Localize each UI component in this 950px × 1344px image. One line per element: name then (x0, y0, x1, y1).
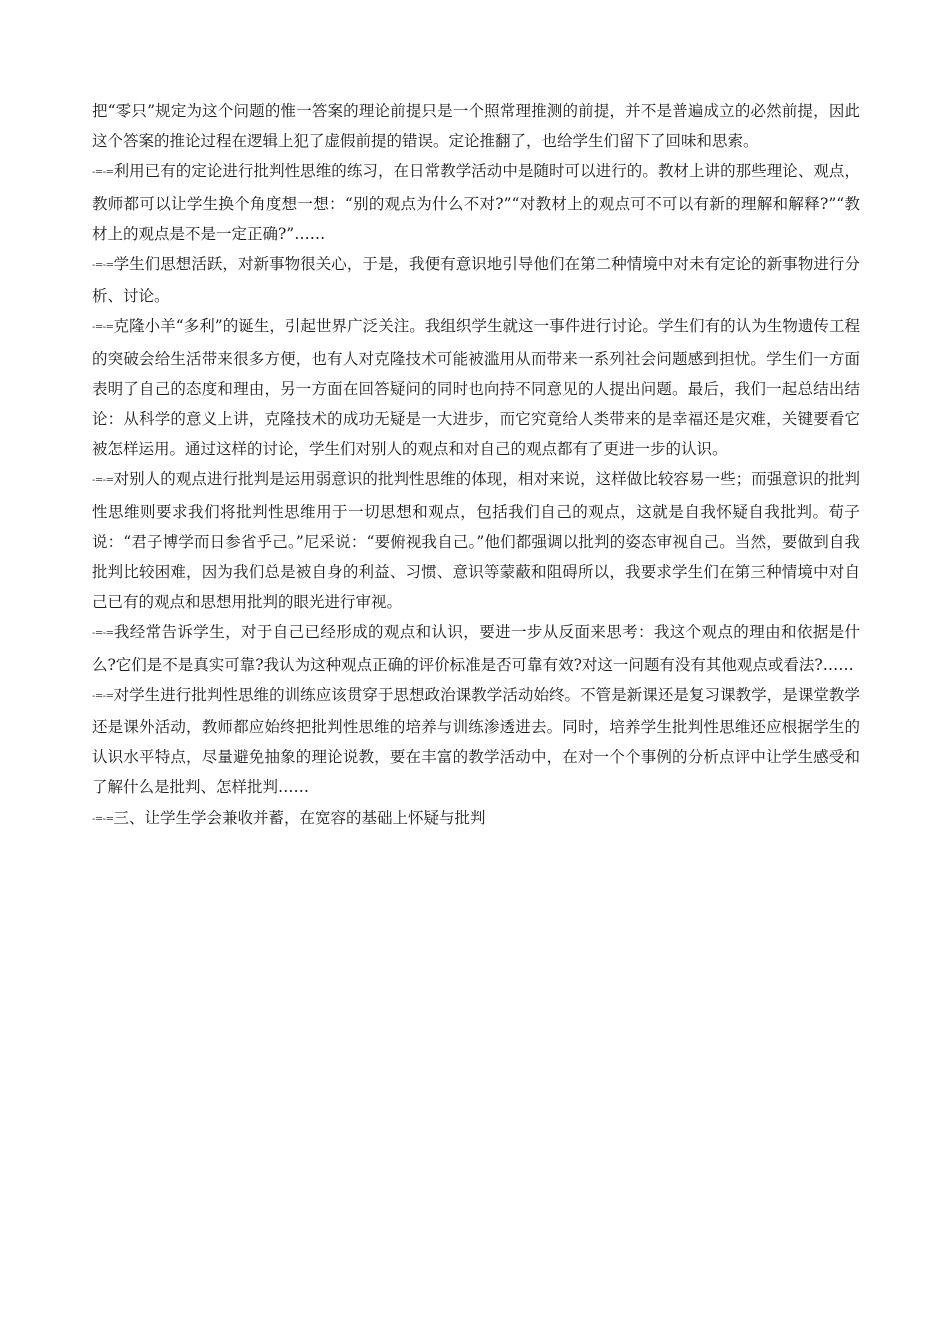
document-page (92, 96, 860, 835)
paragraph-text: 利用已有的定论进行批判性思维的练习，在日常教学活动中是随时可以进行的。教材上讲的那些理论、观点，教师都可以让学生换个角度想一想：“别的观点为什么不对?”“对教材上的观点可不可以有新的理解和解释?”“教材上的观点是不是一定正确?”…… (92, 162, 860, 243)
paragraph-5 (92, 464, 860, 617)
paragraph-1 (92, 96, 860, 156)
paragraph-text: 把“零只”规定为这个问题的惟一答案的理论前提只是一个照常理推测的前提，并不是普遍成立的必然前提，因此这个答案的推论过程在逻辑上犯了虚假前提的错误。定论推翻了，也给学生们留下了回味和思索。 (92, 102, 860, 151)
paragraph-text: 对学生进行批判性思维的训练应该贯穿于思想政治课教学活动始终。不管是新课还是复习课教学，是课堂教学还是课外活动，教师都应始终把批判性思维的培养与训练渗透进去。同时，培养学生批判性思维还应根据学生的认识水平特点，尽量避免抽象的理论说教，要在丰富的教学活动中，在对一个个事例的分析点评中让学生感受和了解什么是批判、怎样批判…… (92, 685, 860, 797)
paragraph-marker: -=-= (92, 167, 114, 179)
paragraph-text: 我经常告诉学生，对于自己已经形成的观点和认识，要进一步从反面来思考：我这个观点的理由和依据是什么?它们是不是真实可靠?我认为这种观点正确的评价标准是否可靠有效?对这一问题有没有其他观点或看法?…… (92, 623, 860, 674)
paragraph-marker: -=-= (92, 322, 114, 334)
paragraph-marker: -=-= (92, 475, 114, 487)
paragraph-2 (92, 156, 860, 249)
paragraph-4 (92, 311, 860, 464)
paragraph-text: 对别人的观点进行批判是运用弱意识的批判性思维的体现，相对来说，这样做比较容易一些；而强意识的批判性思维则要求我们将批判性思维用于一切思想和观点，包括我们自己的观点，这就是自我怀疑自我批判。荀子说：“君子博学而日参省乎己。”尼采说：“要俯视我自己。”他们都强调以批判的姿态审视自己。当然，要做到自我批判比较困难，因为我们总是被自身的利益、习惯、意识等蒙蔽和阻碍所以，我要求学生们在第三种情境中对自己已有的观点和思想用批判的眼光进行审视。 (92, 470, 860, 612)
paragraph-6 (92, 617, 860, 679)
paragraph-7 (92, 680, 860, 803)
section-heading-text: 三、让学生学会兼收并蓄，在宽容的基础上怀疑与批判 (113, 808, 486, 827)
paragraph-text: 克隆小羊“多利”的诞生，引起世界广泛关注。我组织学生就这一事件进行讨论。学生们有的认为生物遗传工程的突破会给生活带来很多方便，也有人对克隆技术可能被滥用从而带来一系列社会问题感到担忧。学生们一方面表明了自己的态度和理由，另一方面在回答疑问的同时也向持不同意见的人提出问题。最后，我们一起总结出结论：从科学的意义上讲，克隆技术的成功无疑是一大进步，而它究竟给人类带来的是幸福还是灾难，关键要看它被怎样运用。通过这样的讨论，学生们对别人的观点和对自己的观点都有了更进一步的认识。 (92, 317, 860, 459)
paragraph-marker: -=-= (92, 813, 114, 825)
paragraph-marker: -=-= (92, 260, 114, 272)
paragraph-text: 学生们思想活跃，对新事物很关心，于是，我便有意识地引导他们在第二种情境中对未有定论的新事物进行分析、讨论。 (92, 255, 860, 306)
paragraph-marker: -=-= (92, 628, 114, 640)
paragraph-marker: -=-= (92, 690, 114, 702)
paragraph-3 (92, 249, 860, 311)
section-heading (92, 803, 860, 835)
